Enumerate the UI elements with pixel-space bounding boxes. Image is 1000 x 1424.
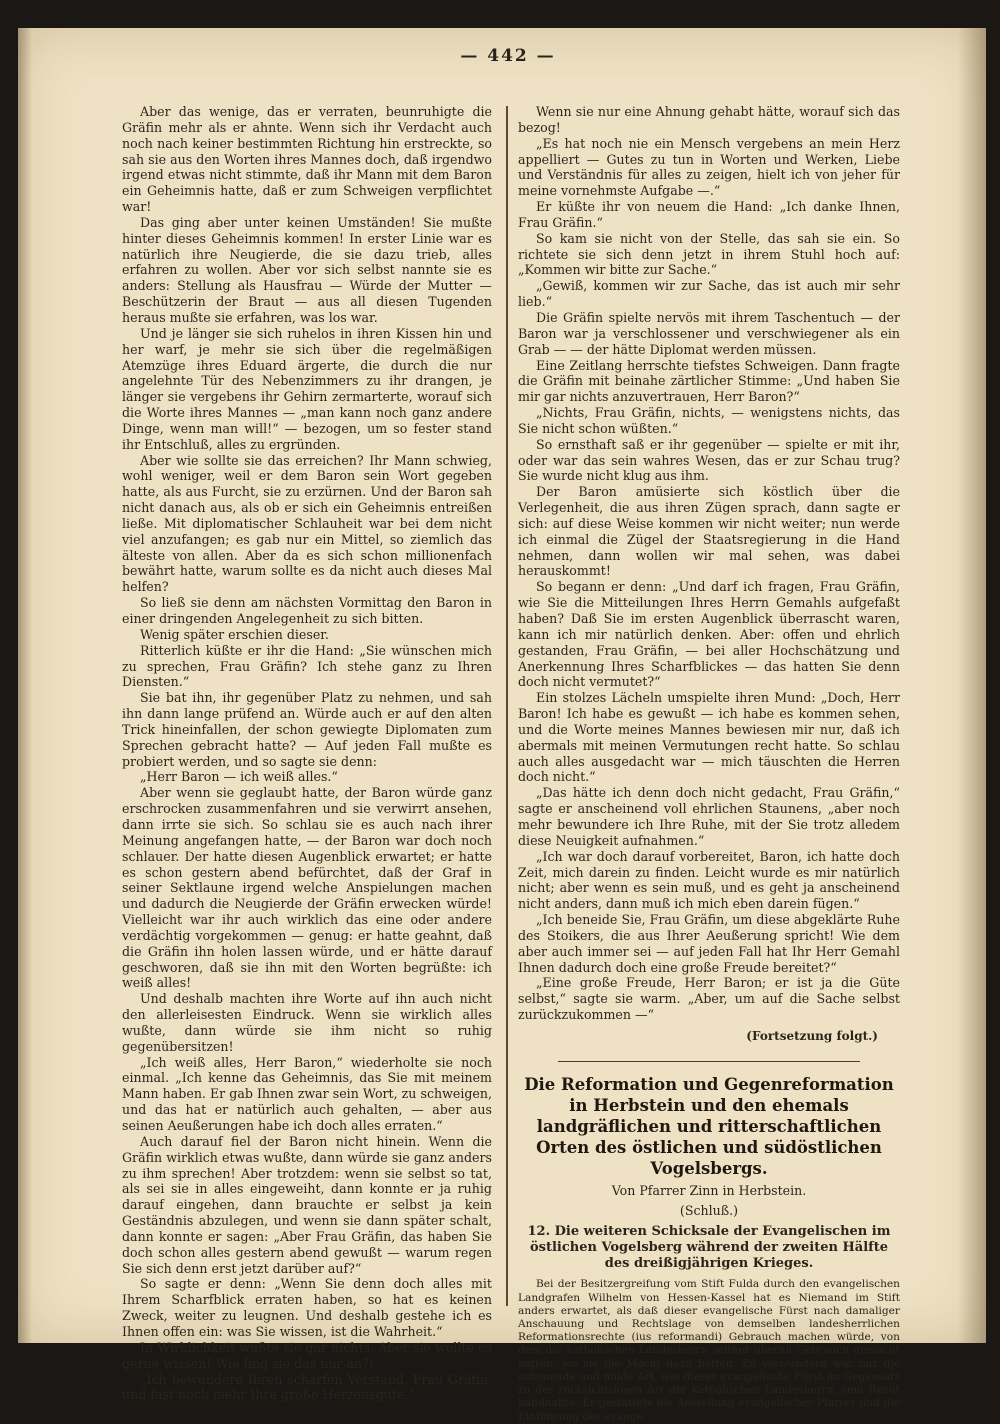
right-paragraph-4: So kam sie nicht von der Stelle, das sah sie ein. So richtete sie sich denn jetzt in ihrem Stuhl hoch auf: „Kommen wir bitte zur Sache.“: [518, 230, 900, 278]
right-paragraph-15: „Ich beneide Sie, Frau Gräfin, um diese abgeklärte Ruhe des Stoikers, die aus Ihrer Aeußerung spricht! Wie dem aber auch immer sei — auf jeden Fall hat Ihr Herr Gemahl Ihnen dadurch doch eine große Freude bereitet?“: [518, 912, 900, 975]
right-paragraph-3: Er küßte ihr von neuem die Hand: „Ich danke Ihnen, Frau Gräfin.“: [518, 199, 900, 230]
right-paragraph-10: Der Baron amüsierte sich köstlich über die Verlegenheit, die aus ihren Zügen sprach, dann sagte er sich: auf diese Weise kommen wir nicht weiter; nun werde ich einmal die Zügel der Staatsregierung in die Hand nehmen, dann wollen wir mal sehen, was dabei herauskommt!: [518, 484, 900, 579]
left-paragraph-7: Ritterlich küßte er ihr die Hand: „Sie wünschen mich zu sprechen, Frau Gräfin? Ich stehe ganz zu Ihren Diensten.“: [122, 642, 492, 690]
left-paragraph-3: Und je länger sie sich ruhelos in ihren Kissen hin und her warf, je mehr sie sich über die regelmäßigen Atemzüge ihres Eduard ärgerte, die durch die nur angelehnte Tür des Nebenzimmers zu ihr drangen, je länger sie vergebens ihr Gehirn zermarterte, worauf sich die Worte ihres Mannes — „man kann noch ganz andere Dinge, wenn man will!“ — bezogen, um so fester stand ihr Entschluß, alles zu ergründen.: [122, 325, 492, 452]
right-paragraph-8: „Nichts, Frau Gräfin, nichts, — wenigstens nichts, das Sie nicht schon wüßten.“: [518, 405, 900, 436]
article-paragraph: Bei der Besitzergreifung vom Stift Fulda durch den evangelischen Landgrafen Wilhelm von Hessen-Kassel hat es Niemand im Stift anders erwartet, als daß dieser evangelische Fürst nach damaliger Anschauung und Rechtslage von demselben landesherrlichen Reformationsrechte (ius reformandi) Gebrauch machen würde, von dem die katholischen Landesherrn seither überall Gebrauch gemacht hatten, wo sie die Macht dazu hatten. Zu verwundern war nur die schonende und milde Art, wie dieser evangelische Fürst im Gegensatz zu der rücksichtslosen Art der katholischen Landesherrn, sein Recht handhabte. Er gestattete die Anstellung evangelischer Pfarrer und die Einführung des evange-: [518, 1278, 900, 1423]
right-paragraph-12: Ein stolzes Lächeln umspielte ihren Mund: „Doch, Herr Baron! Ich habe es gewußt — ich habe es kommen sehen, und die Worte meines Mannes bewiesen mir nur, daß ich abermals mit meinen Vermutungen recht hatte. So schlau auch alles ausgedacht war — mich täuschten die Herren doch nicht.“: [518, 690, 900, 785]
right-paragraph-9: So ernsthaft saß er ihr gegenüber — spielte er mit ihr, oder war das sein wahres Wesen, das er zur Schau trug? Sie wurde nicht klug aus ihm.: [518, 436, 900, 484]
left-paragraph-15: In Wirklichkeit wußte sie gar nichts. Aber sie wollte es gerne wissen! Wie fing sie das nur an?!: [122, 1339, 492, 1371]
page-gutter-shadow: [18, 28, 32, 1343]
left-paragraph-2: Das ging aber unter keinen Umständen! Sie mußte hinter dieses Geheimnis kommen! In erster Linie war es natürlich ihre Neugierde, die sie dazu trieb, alles erfahren zu wollen. Aber vor sich selbst nannte sie es anders: Stellung als Hausfrau — Würde der Mutter — Beschützerin der Braut — aus all diesen Tugenden heraus mußte sie erfahren, was los war.: [122, 214, 492, 325]
right-paragraph-13: „Das hätte ich denn doch nicht gedacht, Frau Gräfin,“ sagte er anscheinend voll ehrlichen Staunens, „aber noch mehr bewundere ich Ihre Ruhe, mit der Sie trotz alledem diese Neuigkeit aufnahmen.“: [518, 785, 900, 848]
left-paragraph-6: Wenig später erschien dieser.: [140, 626, 329, 642]
left-column: [122, 104, 492, 1403]
right-paragraph-16: „Eine große Freude, Herr Baron; er ist ja die Güte selbst,“ sagte sie warm. „Aber, um auf die Sache selbst zurückzukommen —“: [518, 975, 900, 1023]
right-paragraph-14: „Ich war doch darauf vorbereitet, Baron, ich hatte doch Zeit, mich darein zu finden. Leicht wurde es mir natürlich nicht; aber wenn es sein muß, und es geht ja anscheinend nicht anders, dann muß ich mich eben darein fügen.“: [518, 848, 900, 912]
left-paragraph-14: So sagte er denn: „Wenn Sie denn doch alles mit Ihrem Scharfblick erraten haben, so hat es keinen Zweck, weiter zu leugnen. Und deshalb gestehe ich es Ihnen offen ein: was Sie wissen, ist die Wahrheit.“: [122, 1276, 492, 1339]
section-heading: 12. Die weiteren Schicksale der Evangelischen im östlichen Vogelsberg während der zweiten Hälfte des dreißigjährigen Krieges.: [527, 1224, 891, 1272]
article-byline: Von Pfarrer Zinn in Herbstein.: [611, 1182, 807, 1198]
newspaper-page: [18, 28, 986, 1423]
right-paragraph-6: Die Gräfin spielte nervös mit ihrem Taschentuch — der Baron war ja verschlossener und verschwiegener als ein Grab — — der hätte Diplomat werden müssen.: [518, 309, 900, 357]
left-paragraph-13: Auch darauf fiel der Baron nicht hinein. Wenn die Gräfin wirklich etwas wußte, dann würde sie ganz anders zu ihm sprechen! Aber trotzdem: wenn sie selbst so tat, als sei sie in alles eingeweiht, dann konnte er ja ruhig darauf eingehen, dann brauchte er selbst ja kein Geständnis abzulegen, und wenn sie dann später schalt, dann konnte er sagen: „Aber Frau Gräfin, das haben Sie doch schon alles gestern abend gewußt — warum regen Sie sich denn erst jetzt darüber auf?“: [122, 1133, 492, 1276]
article-divider: [558, 1061, 860, 1062]
left-paragraph-12: „Ich weiß alles, Herr Baron,“ wiederholte sie noch einmal. „Ich kenne das Geheimnis, das Sie mit meinem Mann haben. Er gab Ihnen zwar sein Wort, zu schweigen, und das hat er natürlich auch gehalten, — aber aus seinen Aeußerungen habe ich doch alles erraten.“: [122, 1054, 492, 1133]
right-paragraph-7: Eine Zeitlang herrschte tiefstes Schweigen. Dann fragte die Gräfin mit beinahe zärtlicher Stimme: „Und haben Sie mir gar nichts anzuvertrauen, Herr Baron?“: [518, 357, 900, 405]
left-paragraph-5: So ließ sie denn am nächsten Vormittag den Baron in einer dringenden Angelegenheit zu sich bitten.: [122, 595, 492, 626]
left-paragraph-8: Sie bat ihn, ihr gegenüber Platz zu nehmen, und sah ihn dann lange prüfend an. Würde auch er auf den alten Trick hineinfallen, der schon gewiegte Diplomaten zum Sprechen gebracht hatte? — Auf jeden Fall mußte es probiert werden, und so sagte sie denn:: [122, 690, 492, 769]
left-paragraph-1: Aber das wenige, das er verraten, beunruhigte die Gräfin mehr als er ahnte. Wenn sich ihr Verdacht auch noch nach keiner bestimmten Richtung hin erstreckte, so sah sie aus den Worten ihres Mannes doch, daß irgendwo irgend etwas nicht stimmte, daß ihr Mann mit dem Baron ein Geheimnis hatte, daß er zum Schweigen verpflichtet war!: [122, 104, 492, 215]
right-paragraph-1: Wenn sie nur eine Ahnung gehabt hätte, worauf sich das bezog!: [518, 104, 900, 135]
left-paragraph-10: Aber wenn sie geglaubt hatte, der Baron würde ganz erschrocken zusammenfahren und sie verwirrt ansehen, dann irrte sie sich. So schlau sie es auch nach ihrer Meinung angefangen hatte, — der Baron war doch noch schlauer. Der hatte diesen Augenblick erwartet; er hatte es schon gestern abend befürchtet, daß der Graf in seiner Sektlaune irgend welche Anspielungen machen und dadurch die Neugierde der Gräfin erwecken würde! Vielleicht war ihr auch wirklich das eine oder andere verdächtig vorgekommen — genug: er hatte geahnt, daß die Gräfin ihn holen lassen würde, und er hätte darauf geschworen, daß sie ihn mit den Worten begrüßte: ich weiß alles!: [122, 785, 492, 991]
right-paragraph-5: „Gewiß, kommen wir zur Sache, das ist auch mir sehr lieb.“: [518, 278, 900, 310]
left-paragraph-16: „Ich bewundere Ihren scharfen Verstand, Frau Gräfin, und fast noch mehr Ihre große Herzensgüte.“: [122, 1371, 492, 1403]
article-title: Die Reformation und Gegenreformation in Herbstein und den ehemals landgräflichen und ritterschaftlichen Orten des östlichen und südöstlichen Vogelsbergs.: [524, 1074, 894, 1178]
right-paragraph-11: So begann er denn: „Und darf ich fragen, Frau Gräfin, wie Sie die Mitteilungen Ihres Herrn Gemahls aufgefaßt haben? Daß Sie im ersten Augenblick überrascht waren, kann ich mir natürlich denken. Aber: offen und ehrlich gestanden, Frau Gräfin, — bei aller Hochschätzung und Anerkennung Ihres Scharfblickes — das hatten Sie denn doch nicht vermutet?“: [518, 579, 900, 690]
column-divider: [506, 106, 508, 1306]
right-column: [518, 104, 900, 1424]
left-paragraph-4: Aber wie sollte sie das erreichen? Ihr Mann schwieg, wohl weniger, weil er dem Baron sein Wort gegeben hatte, als aus Furcht, sie zu erzürnen. Und der Baron sah nicht danach aus, als ob er sich ein Geheimnis entreißen ließe. Mit diplomatischer Schlauheit war bei dem nicht viel anzufangen; es gab nur ein Mittel, so ziemlich das älteste von allen. Aber da es sich schon millionenfach bewährt hatte, warum sollte es da nicht auch dieses Mal helfen?: [122, 452, 492, 595]
page-number: — 442 —: [460, 46, 556, 66]
right-paragraph-2: „Es hat noch nie ein Mensch vergebens an mein Herz appelliert — Gutes zu tun in Worten und Werken, Liebe und Verständnis für alles zu zeigen, hielt ich von jeher für meine vornehmste Aufgabe —.“: [518, 135, 900, 199]
continued-note: (Fortsetzung folgt.): [746, 1028, 878, 1043]
article-conclusion-label: (Schluß.): [679, 1202, 739, 1218]
left-paragraph-11: Und deshalb machten ihre Worte auf ihn auch nicht den allerleisesten Eindruck. Wenn sie wirklich alles wußte, dann würde sie ihm nicht so ruhig gegenübersitzen!: [122, 991, 492, 1054]
left-paragraph-9: „Herr Baron — ich weiß alles.“: [140, 769, 338, 785]
page-edge-shadow: [958, 28, 986, 1343]
